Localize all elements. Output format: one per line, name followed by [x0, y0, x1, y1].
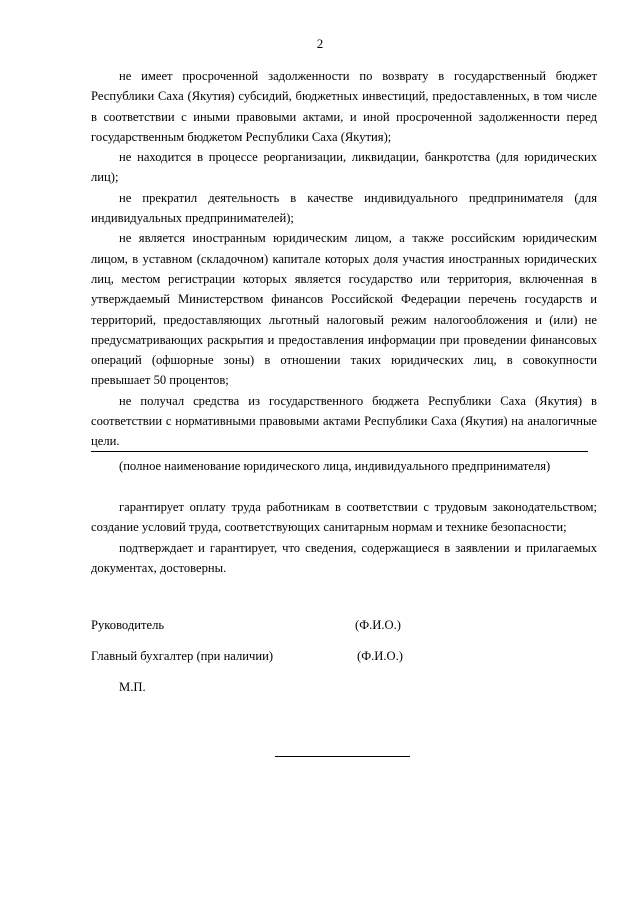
accountant-fio: (Ф.И.О.) [357, 649, 403, 663]
guarantees-text [91, 497, 597, 578]
head-fio: (Ф.И.О.) [355, 618, 401, 632]
page-number: 2 [316, 36, 324, 51]
paragraph-no-reorganization: не находится в процессе реорганизации, ликвидации, банкротства (для юридических лиц); [91, 150, 597, 185]
seal-mark: М.П. [119, 680, 146, 694]
paragraph-not-ceased: не прекратил деятельность в качестве индивидуального предпринимателя (для индивидуальных предпринимателей); [91, 190, 597, 226]
head-label: Руководитель [91, 618, 165, 632]
paragraph-no-debt: не имеет просроченной задолженности по возврату в государственный бюджет Республики Саха (Якутия) субсидий, бюджетных инвестиций, предоставленных, в том числе в соответствии с иными правовыми актами, и иной просроченной задолженности перед государственным бюджетом Республики Саха (Якутия); [91, 69, 597, 144]
paragraph-wage-guarantee: гарантирует оплату труда работникам в соответствии с трудовым законодательством; создание условий труда, соответствующих санитарным нормам и технике безопасности; [91, 500, 597, 535]
accountant-label: Главный бухгалтер (при наличии) [91, 649, 274, 663]
paragraph-confirmation: подтверждает и гарантирует, что сведения, содержащиеся в заявлении и прилагаемых документах, достоверны. [91, 540, 597, 575]
name-underline [91, 451, 588, 452]
paragraph-not-foreign: не является иностранным юридическим лицом, а также российским юридическим лицом, в уставном (складочном) капитале которых доля участия иностранных юридических лиц, местом регистрации которых является государство или территория, включенная в утверждаемый Министерством финансов Российской Федерации перечень государств и территорий, предоставляющих льготный налоговый режим налогообложения и (или) не предусматривающих раскрытия и предоставления информации при проведении финансовых операций (офшорные зоны) в отношении таких юридических лиц, в совокупности превышает 50 процентов; [91, 231, 597, 388]
name-caption: (полное наименование юридического лица, индивидуального предпринимателя) [119, 459, 551, 473]
paragraph-no-funds: не получал средства из государственного бюджета Республики Саха (Якутия) в соответствии с нормативными правовыми актами Республики Саха (Якутия) на аналогичные цели. [91, 393, 597, 449]
bottom-divider [275, 756, 410, 757]
conditions-text [91, 66, 597, 452]
